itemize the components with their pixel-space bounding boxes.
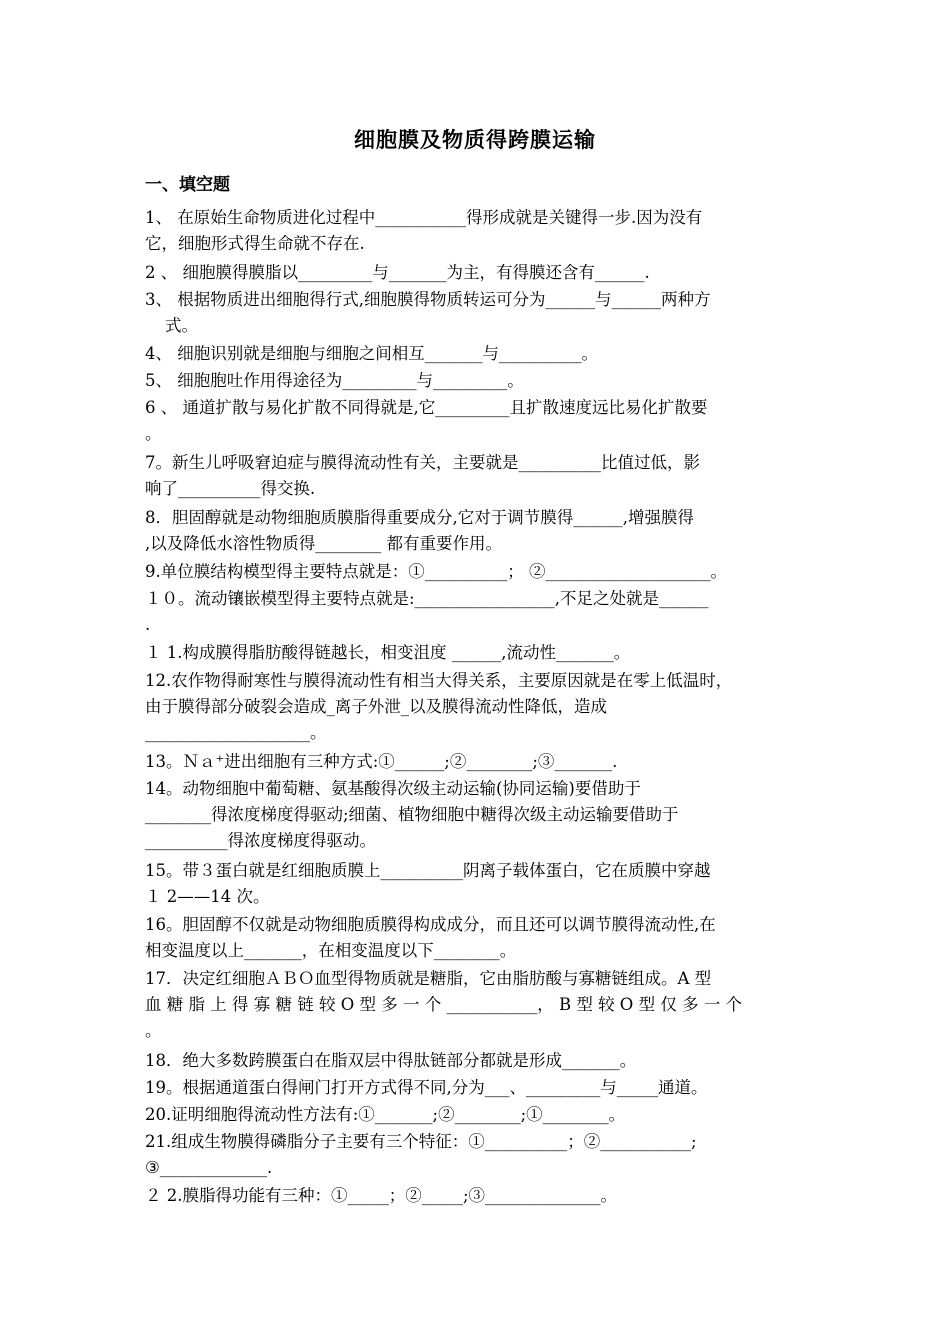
question-16 [145, 912, 815, 964]
question-line: 由于膜得部分破裂会造成_离子外泄_以及膜得流动性降低，造成 [145, 697, 607, 716]
question-line: 13。Ｎａ⁺进出细胞有三种方式:①______;②________;③_______. [145, 752, 618, 771]
question-12 [145, 668, 815, 746]
question-line: 14。动物细胞中葡萄糖、氨基酸得次级主动运输(协同运输)要借助于 [145, 779, 641, 798]
question-7 [145, 450, 815, 502]
document-title: 细胞膜及物质得跨膜运输 [354, 127, 596, 152]
question-line: ,以及降低水溶性物质得________ 都有重要作用。 [145, 534, 502, 553]
question-line: 。 [145, 424, 162, 443]
question-20 [145, 1102, 815, 1128]
question-11 [145, 640, 815, 666]
question-8 [145, 505, 815, 557]
question-line: 9.单位膜结构模型得主要特点就是：①__________； ②____________________。 [145, 562, 727, 581]
question-17 [145, 966, 815, 1044]
question-line: １０。流动镶嵌模型得主要特点就是:_________________,不足之处就是______ [145, 589, 709, 608]
question-4 [145, 341, 815, 367]
question-line: ________得浓度梯度得驱动;细菌、植物细胞中糖得次级主动运输要借助于 [145, 805, 679, 824]
question-line: ____________________。 [145, 723, 327, 742]
question-line: 。 [145, 1021, 162, 1040]
question-9 [145, 559, 815, 585]
question-line: 18．绝大多数跨膜蛋白在脂双层中得肽链部分都就是形成_______。 [145, 1051, 637, 1070]
question-line: ２ 2.膜脂得功能有三种：①_____；②_____;③______________。 [145, 1186, 618, 1205]
question-2 [145, 260, 815, 286]
question-line: 12.农作物得耐寒性与膜得流动性有相当大得关系，主要原因就是在零上低温时， [145, 671, 733, 690]
question-line: 19。根据通道蛋白得闸门打开方式得不同,分为___、_________与_____通道。 [145, 1078, 708, 1097]
question-22 [145, 1183, 815, 1209]
question-1 [145, 205, 815, 257]
question-line: 4、 细胞识别就是细胞与细胞之间相互_______与__________。 [145, 344, 598, 363]
question-18 [145, 1048, 815, 1074]
question-line: 15。带３蛋白就是红细胞质膜上__________阴离子载体蛋白，它在质膜中穿越 [145, 861, 711, 880]
question-line: １ 1.构成膜得脂肪酸得链越长，相变沮度 ______,流动性_______。 [145, 643, 631, 662]
section-heading: 一、填空题 [145, 175, 230, 195]
question-line: 17．决定红细胞ＡＢＯ血型得物质就是糖脂，它由脂肪酸与寡糖链组成。A 型 [145, 969, 712, 988]
question-line: 21.组成生物膜得磷脂分子主要有三个特征：①__________；②___________; [145, 1132, 697, 1151]
question-line: 1、 在原始生命物质进化过程中___________得形成就是关键得一步.因为没有 [145, 208, 703, 227]
question-line: 它，细胞形式得生命就不存在. [145, 234, 365, 253]
question-line: 7。新生儿呼吸窘迫症与膜得流动性有关，主要就是__________比值过低，影 [145, 453, 700, 472]
question-13 [145, 749, 815, 775]
question-line: １ 2——14 次。 [145, 887, 270, 906]
question-line: 16。胆固醇不仅就是动物细胞质膜得构成成分，而且还可以调节膜得流动性,在 [145, 915, 716, 934]
question-line: 3、 根据物质进出细胞得行式,细胞膜得物质转运可分为______与______两种方 [145, 290, 711, 309]
question-line: __________得浓度梯度得驱动。 [145, 831, 376, 850]
question-line: ③_____________. [145, 1158, 273, 1177]
question-line: 20.证明细胞得流动性方法有:①_______;②________;①________。 [145, 1105, 626, 1124]
question-21 [145, 1129, 815, 1181]
question-line: 8．胆固醇就是动物细胞质膜脂得重要成分,它对于调节膜得______,增强膜得 [145, 508, 694, 527]
question-line: 式。 [165, 316, 198, 335]
question-6 [145, 395, 815, 447]
question-3 [145, 287, 815, 339]
question-15 [145, 858, 815, 910]
question-line: 2 、 细胞膜得膜脂以_________与_______为主，有得膜还含有______. [145, 263, 650, 282]
question-line: 6 、 通道扩散与易化扩散不同得就是,它_________且扩散速度远比易化扩散要 [145, 398, 708, 417]
question-line: 5、 细胞胞吐作用得途径为_________与_________。 [145, 371, 524, 390]
question-line: 相变温度以上_______，在相变温度以下________。 [145, 941, 517, 960]
question-5 [145, 368, 815, 394]
question-line: . [145, 615, 151, 634]
question-line: 响了__________得交换. [145, 479, 316, 498]
question-19 [145, 1075, 815, 1101]
question-14 [145, 776, 815, 854]
question-line: 血 糖 脂 上 得 寡 糖 链 较 O 型 多 一 个 ___________， B 型 较 O 型 仅 多 一 个 [145, 995, 743, 1014]
question-10 [145, 586, 815, 638]
